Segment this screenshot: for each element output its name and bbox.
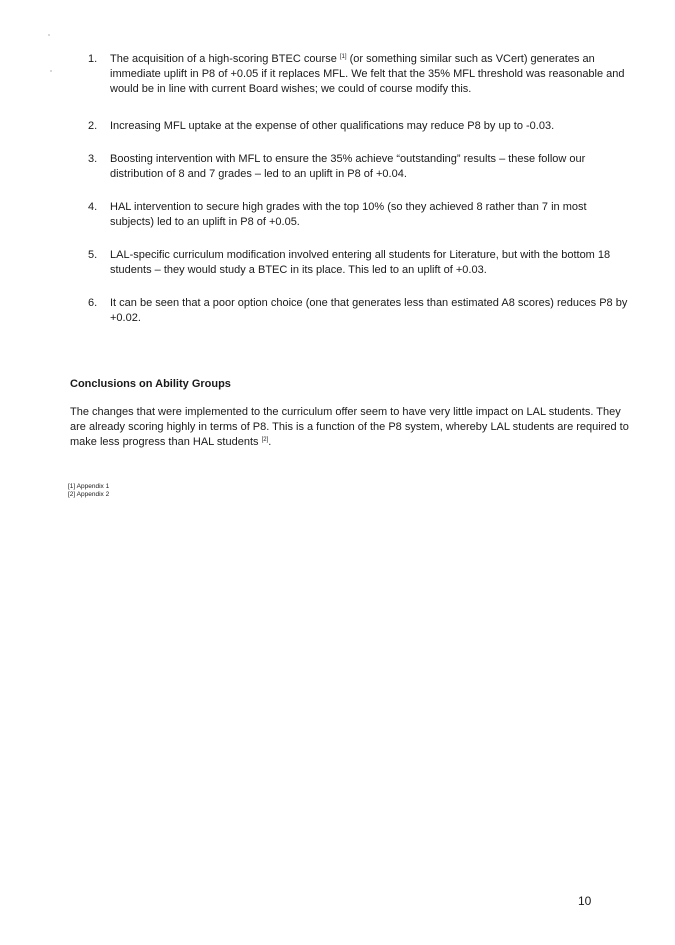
footnote-ref: [2] (261, 437, 269, 443)
paragraph-text: The changes that were implemented to the curriculum offer seem to have very little impact on LAL students. They are already scoring highly in terms of P8. This is a function of the P8 system, whereby LAL students are required to make less progress than HAL students (70, 406, 629, 448)
list-item (88, 119, 628, 134)
list-text: It can be seen that a poor option choice (one that generates less than estimated A8 scores) reduces P8 by +0.02. (110, 297, 628, 324)
list-text: Increasing MFL uptake at the expense of other qualifications may reduce P8 by up to -0.03. (110, 120, 555, 132)
numbered-list (88, 52, 628, 326)
list-item (88, 296, 628, 326)
list-number: 5. (88, 249, 98, 261)
scan-speck (50, 70, 52, 72)
list-number: 3. (88, 153, 98, 165)
list-text: Boosting intervention with MFL to ensure the 35% achieve “outstanding” results – these follow our distribution of 8 and 7 grades – led to an uplift in P8 of +0.04. (110, 153, 586, 180)
list-number: 6. (88, 297, 98, 309)
scan-speck (48, 34, 50, 36)
list-item (88, 248, 628, 278)
list-item (88, 200, 628, 230)
footnote: [1] Appendix 1 (68, 483, 110, 490)
footnote: [2] Appendix 2 (68, 491, 110, 498)
list-text: HAL intervention to secure high grades with the top 10% (so they achieved 8 rather than 7 in most subjects) led to an uplift in P8 of +0.05. (110, 201, 587, 228)
section-heading: Conclusions on Ability Groups (70, 378, 231, 390)
list-text-part: (or something similar such as VCert) generates an immediate uplift in P8 of +0.05 if it replaces MFL. We felt that the 35% MFL threshold was reasonable and would be in line with current Board wishes; we could of course modify this. (110, 53, 625, 95)
list-number: 1. (88, 53, 98, 65)
list-item (88, 52, 628, 97)
list-number: 2. (88, 120, 98, 132)
footnote-ref: [1] (339, 54, 347, 60)
footnotes (68, 483, 109, 499)
paragraph-text-end: . (268, 436, 272, 448)
list-text (110, 52, 628, 97)
list-number: 4. (88, 201, 98, 213)
page-number: 10 (578, 894, 592, 908)
list-text-part: The acquisition of a high-scoring BTEC course (110, 53, 340, 65)
body-paragraph (70, 405, 635, 450)
list-text: LAL-specific curriculum modification involved entering all students for Literature, but with the bottom 18 students – they would study a BTEC in its place. This led to an uplift of +0.03. (110, 249, 611, 276)
list-item (88, 152, 628, 182)
